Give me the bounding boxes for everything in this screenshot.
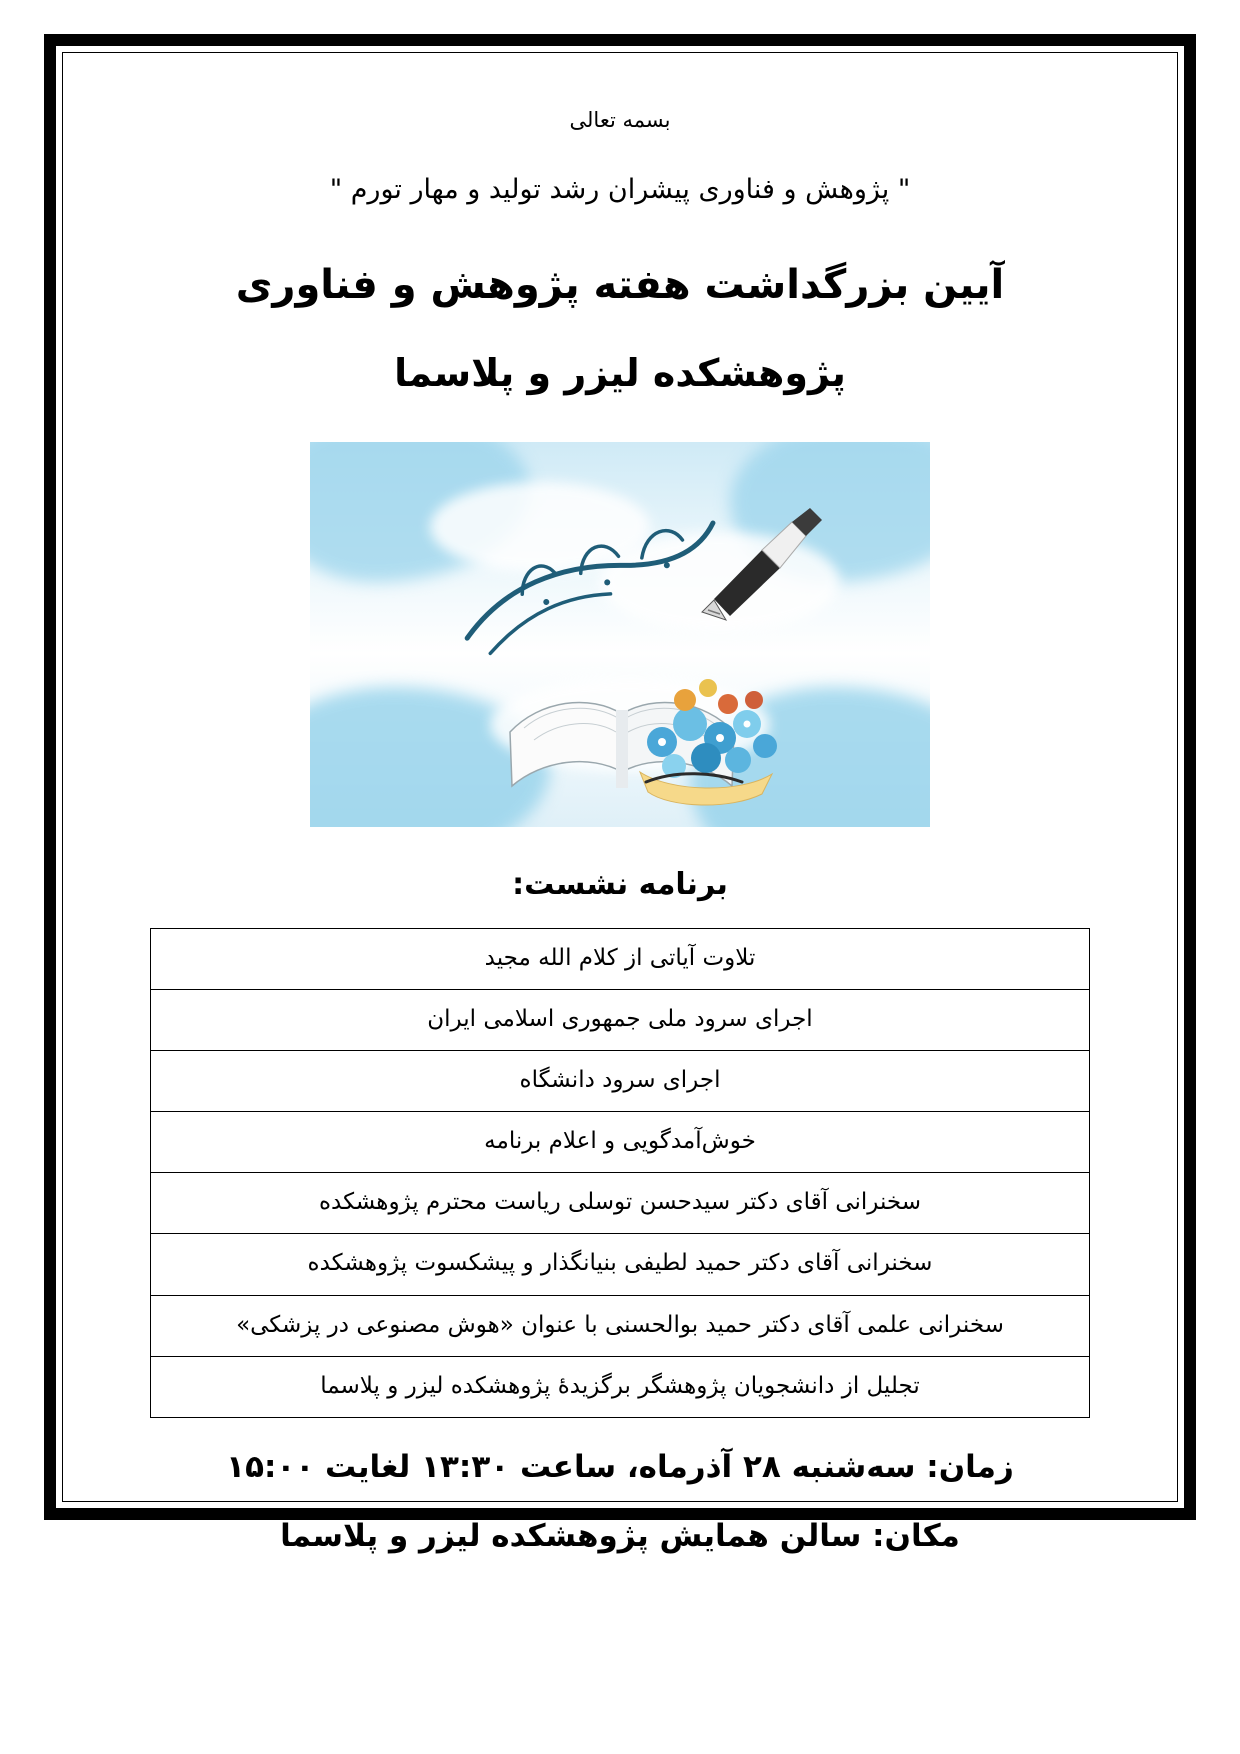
poster-content (95, 78, 1145, 1554)
banner-artwork (310, 442, 930, 827)
agenda-item: تلاوت آیاتی از کلام الله مجید (151, 928, 1090, 989)
table-row (151, 928, 1090, 989)
table-row (151, 1234, 1090, 1295)
agenda-item: اجرای سرود ملی جمهوری اسلامی ایران (151, 989, 1090, 1050)
table-row (151, 1050, 1090, 1111)
table-row (151, 1173, 1090, 1234)
page-subtitle: پژوهشکده لیزر و پلاسما (394, 350, 846, 395)
agenda-item: اجرای سرود دانشگاه (151, 1050, 1090, 1111)
table-row (151, 1295, 1090, 1356)
flower-bouquet-icon (640, 679, 777, 805)
agenda-item: خوش‌آمدگویی و اعلام برنامه (151, 1112, 1090, 1173)
table-row (151, 989, 1090, 1050)
banner-container (95, 442, 1145, 827)
event-time: زمان: سه‌شنبه ۲۸ آذرماه، ساعت ۱۳:۳۰ لغایت ۱۵:۰۰ (226, 1449, 1014, 1485)
table-row (151, 1112, 1090, 1173)
calligraphy-icon (453, 514, 731, 658)
event-location: مکان: سالن همایش پژوهشکده لیزر و پلاسما (280, 1517, 960, 1554)
agenda-table (150, 928, 1090, 1419)
agenda-item: سخنرانی علمی آقای دکتر حمید بوالحسنی با عنوان «هوش مصنوعی در پزشکی» (151, 1295, 1090, 1356)
table-row (151, 1356, 1090, 1417)
basmala-text: بسمه تعالی (569, 108, 671, 132)
page-title: آیین بزرگداشت هفته پژوهش و فناوری (235, 261, 1005, 308)
motto-text: " پژوهش و فناوری پیشران رشد تولید و مهار تورم " (329, 174, 911, 205)
program-heading: برنامه نشست: (512, 866, 728, 902)
fountain-pen-icon (702, 508, 822, 620)
agenda-item: تجلیل از دانشجویان پژوهشگر برگزیدۀ پژوهشکده لیزر و پلاسما (151, 1356, 1090, 1417)
agenda-item: سخنرانی آقای دکتر سیدحسن توسلی ریاست محترم پژوهشکده (151, 1173, 1090, 1234)
research-week-banner (310, 442, 930, 827)
agenda-item: سخنرانی آقای دکتر حمید لطیفی بنیانگذار و پیشکسوت پژوهشکده (151, 1234, 1090, 1295)
